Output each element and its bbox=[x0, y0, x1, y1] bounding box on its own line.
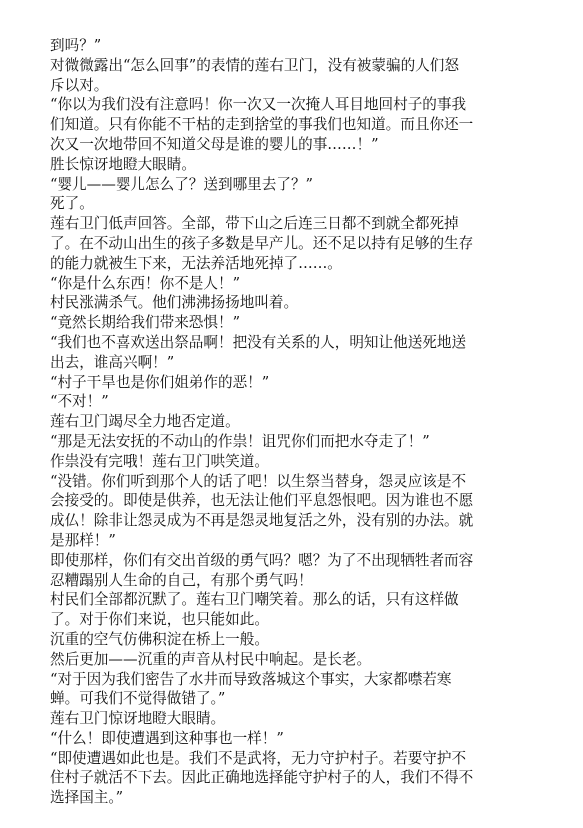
text-line: “你以为我们没有注意吗！你一次又一次掩人耳目地回村子的事我 bbox=[50, 96, 467, 114]
text-line: “对于因为我们密告了水井而导致落城这个事实，大家都噤若寒 bbox=[50, 670, 452, 688]
text-line: “即使遭遇如此也是。我们不是武将，无力守护村子。若要守护不 bbox=[50, 749, 467, 767]
text-line: “不对！” bbox=[50, 393, 109, 411]
text-line: 了。对于你们来说，也只能如此。 bbox=[50, 611, 269, 629]
text-line: 作祟没有完哦！莲右卫门哄笑道。 bbox=[50, 452, 269, 470]
text-line: 会接受的。即使是供养，也无法让他们平息怨恨吧。因为谁也不愿 bbox=[50, 492, 474, 510]
text-line: 是那样！” bbox=[50, 531, 116, 549]
text-line: 的能力就被生下来，无法养活地死掉了……。 bbox=[50, 254, 342, 272]
text-line: “婴儿——婴儿怎么了？送到哪里去了？” bbox=[50, 175, 314, 193]
text-line: 村民涨满杀气。他们沸沸扬扬地叫着。 bbox=[50, 294, 299, 312]
text-line: “我们也不喜欢送出祭品啊！把没有关系的人，明知让他送死地送 bbox=[50, 333, 467, 351]
document-page bbox=[50, 36, 530, 808]
text-line: “那是无法安抚的不动山的作祟！诅咒你们而把水夺走了！” bbox=[50, 432, 430, 450]
text-line: 胜长惊讶地瞪大眼睛。 bbox=[50, 155, 196, 173]
text-line: 次又一次地带回不知道父母是谁的婴儿的事……！” bbox=[50, 135, 379, 153]
text-line: 莲右卫门低声回答。全部，带下山之后连三日都不到就全都死掉 bbox=[50, 215, 459, 233]
text-line: 即使那样，你们有交出首级的勇气吗？嗯？为了不出现牺牲者而容 bbox=[50, 551, 474, 569]
text-line: 们知道。只有你能不干枯的走到捨堂的事我们也知道。而且你还一 bbox=[50, 116, 474, 134]
text-line: “什么！即使遭遇到这种事也一样！” bbox=[50, 729, 284, 747]
text-line: 死了。 bbox=[50, 195, 94, 213]
text-line: “你是什么东西！你不是人！” bbox=[50, 274, 241, 292]
text-line: “没错。你们听到那个人的话了吧！以生祭当替身，怨灵应该是不 bbox=[50, 472, 467, 490]
text-line: 斥以对。 bbox=[50, 76, 109, 94]
text-line: “村子干旱也是你们姐弟作的恶！” bbox=[50, 373, 270, 391]
text-line: 出去，谁高兴啊！” bbox=[50, 353, 175, 371]
text-line: 然后更加——沉重的声音从村民中响起。是长老。 bbox=[50, 650, 372, 668]
text-line: “竟然长期给我们带来恐惧！” bbox=[50, 314, 241, 332]
text-line: 住村子就活不下去。因此正确地选择能守护村子的人，我们不得不 bbox=[50, 769, 474, 787]
text-line: 对微微露出“怎么回事”的表情的莲右卫门，没有被蒙骗的人们怒 bbox=[50, 56, 459, 74]
text-line: 到吗？” bbox=[50, 37, 102, 54]
text-line: 了。在不动山出生的孩子多数是早产儿。还不足以持有足够的生存 bbox=[50, 234, 474, 252]
text-line: 莲右卫门惊讶地瞪大眼睛。 bbox=[50, 710, 226, 728]
text-line: 沉重的空气仿佛积淀在桥上一般。 bbox=[50, 630, 269, 648]
text-line: 蝉。可我们不觉得做错了。” bbox=[50, 690, 226, 708]
text-line: 村民们全部都沉默了。莲右卫门嘲笑着。那么的话，只有这样做 bbox=[50, 591, 459, 609]
text-line: 选择国主。” bbox=[50, 789, 124, 807]
text-line: 莲右卫门竭尽全力地否定道。 bbox=[50, 413, 240, 431]
text-line: 成仏！除非让怨灵成为不再是怨灵地复活之外，没有别的办法。就 bbox=[50, 512, 474, 530]
text-line: 忍糟蹋别人生命的自己，有那个勇气吗！ bbox=[50, 571, 313, 589]
